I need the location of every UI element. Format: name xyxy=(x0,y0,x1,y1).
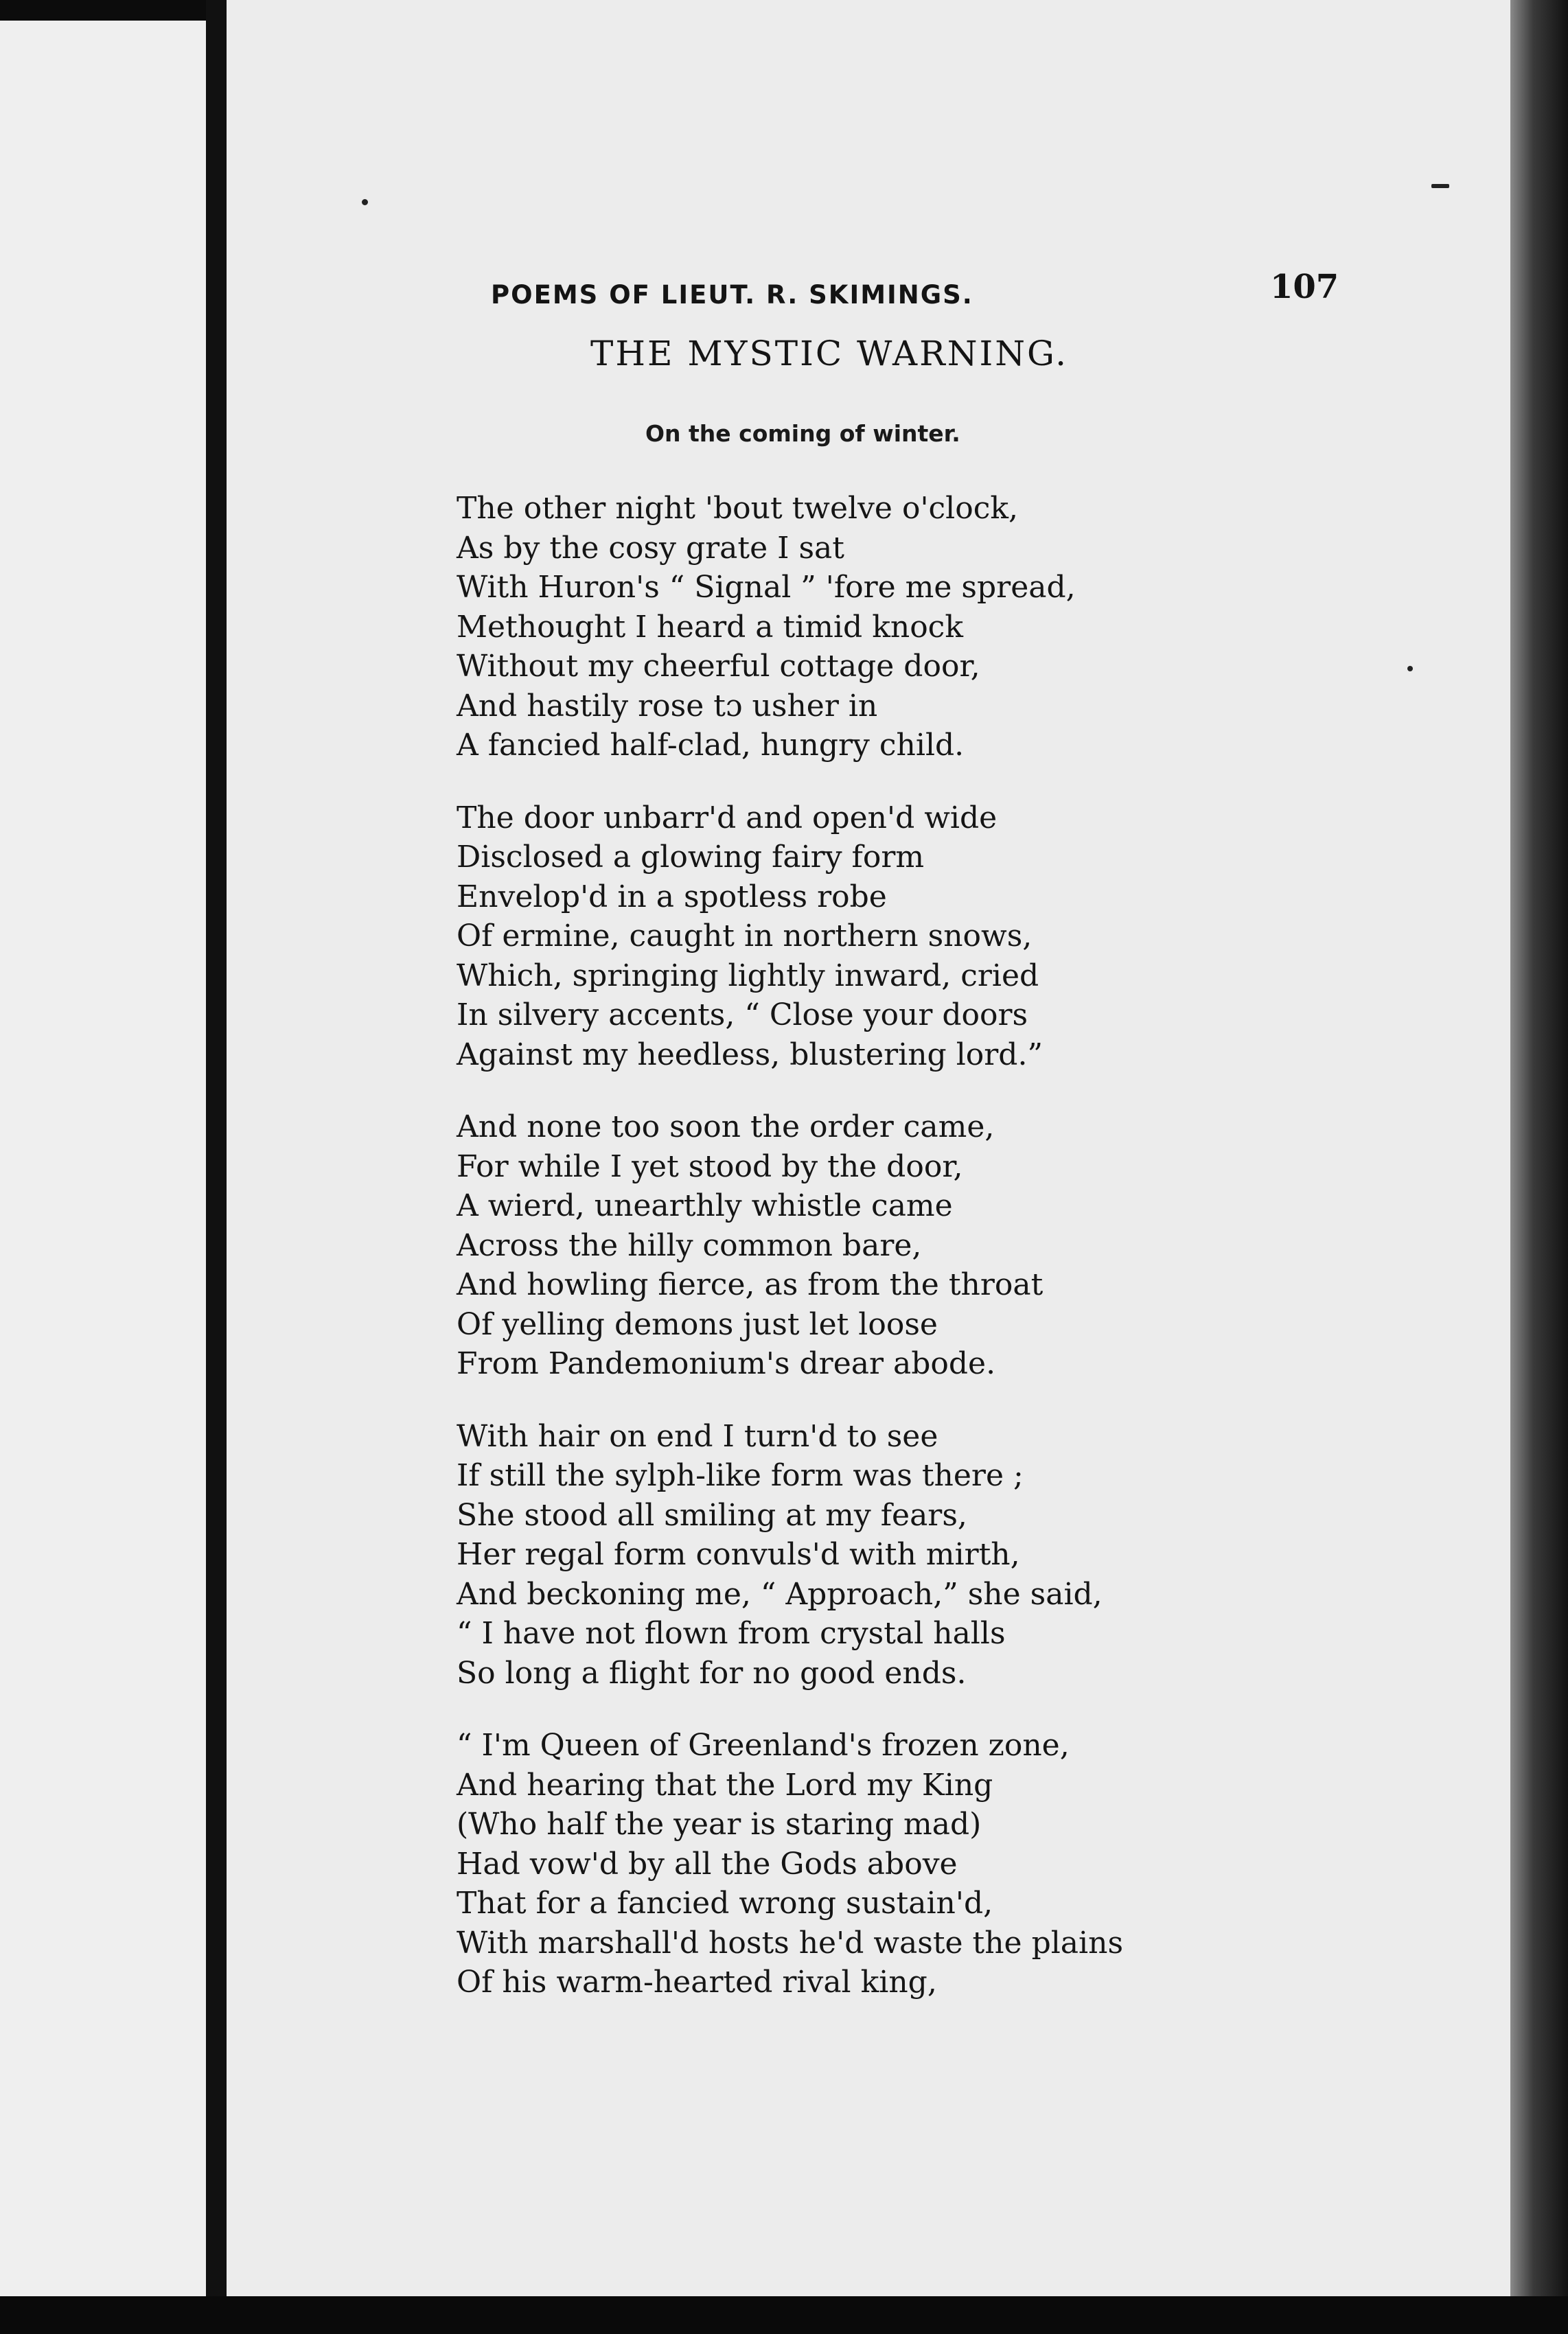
poem-line: Across the hilly common bare, xyxy=(457,1227,922,1263)
poem-line: She stood all smiling at my fears, xyxy=(457,1497,967,1533)
poem-line: As by the cosy grate I sat xyxy=(457,530,844,566)
poem-line: And none too soon the order came, xyxy=(457,1109,995,1144)
scan-border xyxy=(0,2296,1568,2334)
poem-line: For while I yet stood by the door, xyxy=(457,1148,963,1184)
poem-line: Envelop'd in a spotless robe xyxy=(457,879,887,914)
poem-body xyxy=(457,489,1431,2035)
page-edge-shadow xyxy=(1510,0,1568,2334)
stanza xyxy=(457,1417,1431,1694)
poem-line: The door unbarr'd and open'd wide xyxy=(457,800,998,835)
ink-speck xyxy=(362,199,368,205)
poem-line: So long a flight for no good ends. xyxy=(457,1655,967,1691)
poem-line: Of yelling demons just let loose xyxy=(457,1306,938,1342)
stanza xyxy=(457,1726,1431,2002)
running-head: POEMS OF LIEUT. R. SKIMINGS. xyxy=(491,280,973,310)
poem-line: Disclosed a glowing fairy form xyxy=(457,840,925,875)
stanza xyxy=(457,798,1431,1075)
poem-line: (Who half the year is staring mad) xyxy=(457,1807,982,1842)
poem-line: “ I have not flown from crystal halls xyxy=(457,1616,1006,1651)
poem-line: In silvery accents, “ Close your doors xyxy=(457,997,1028,1032)
poem-line: Of his warm-hearted rival king, xyxy=(457,1965,937,2000)
poem-line: And howling fierce, as from the throat xyxy=(457,1267,1044,1302)
poem-line: A wierd, unearthly whistle came xyxy=(457,1188,953,1223)
poem-line: “ I'm Queen of Greenland's frozen zone, xyxy=(457,1728,1070,1763)
facing-page-edge xyxy=(0,21,223,2300)
poem-line: Methought I heard a timid knock xyxy=(457,609,963,645)
poem-line: The other night 'bout twelve o'clock, xyxy=(457,491,1019,526)
poem-line: With Huron's “ Signal ” 'fore me spread, xyxy=(457,570,1076,605)
poem-line: Without my cheerful cottage door, xyxy=(457,649,980,684)
poem-line: That for a fancied wrong sustain'd, xyxy=(457,1886,993,1921)
stanza xyxy=(457,489,1431,765)
poem-line: From Pandemonium's drear abode. xyxy=(457,1346,996,1381)
poem-title: THE MYSTIC WARNING. xyxy=(590,334,1069,373)
poem-line: Against my heedless, blustering lord.” xyxy=(457,1037,1043,1072)
poem-line: And hearing that the Lord my King xyxy=(457,1767,993,1803)
poem-line: Her regal form convuls'd with mirth, xyxy=(457,1537,1020,1572)
poem-line: With marshall'd hosts he'd waste the plains xyxy=(457,1925,1124,1961)
poem-line: If still the sylph-like form was there ; xyxy=(457,1458,1024,1493)
poem-subtitle: On the coming of winter. xyxy=(645,420,960,447)
poem-line: And beckoning me, “ Approach,” she said, xyxy=(457,1576,1103,1612)
poem-line: And hastily rose tɔ usher in xyxy=(457,688,878,724)
poem-line: Of ermine, caught in northern snows, xyxy=(457,918,1033,954)
stanza xyxy=(457,1107,1431,1384)
page-number: 107 xyxy=(1270,268,1339,306)
poem-line: Which, springing lightly inward, cried xyxy=(457,958,1039,993)
poem-line: Had vow'd by all the Gods above xyxy=(457,1846,958,1882)
ink-speck xyxy=(1431,184,1449,188)
poem-line: With hair on end I turn'd to see xyxy=(457,1418,938,1454)
poem-line: A fancied half-clad, hungry child. xyxy=(457,728,965,763)
